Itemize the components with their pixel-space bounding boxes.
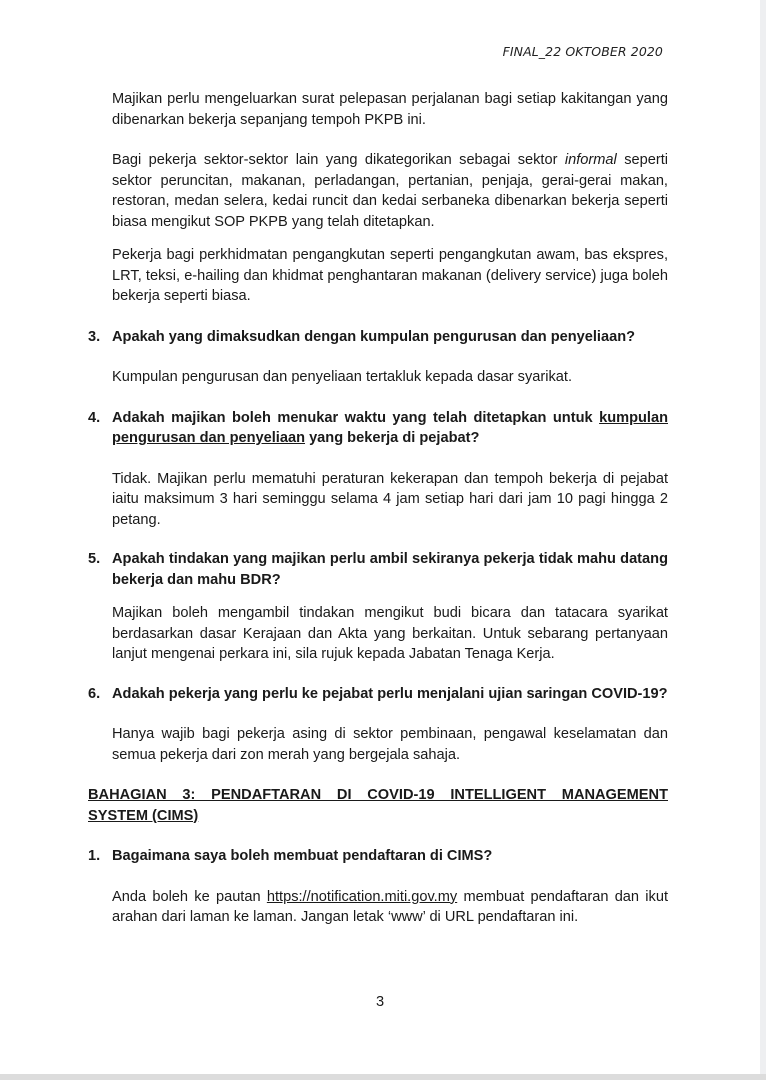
- viewer-bottom-edge: [0, 1074, 766, 1080]
- question-text-part: yang bekerja di pejabat?: [305, 430, 480, 446]
- viewer-right-margin: [760, 0, 766, 1074]
- question-text: Bagaimana saya boleh membuat pendaftaran di CIMS?: [112, 848, 493, 864]
- page-number: 3: [375, 994, 385, 1010]
- question-number: 6.: [88, 685, 101, 702]
- cims-registration-link[interactable]: https://notification.miti.gov.my: [266, 888, 458, 905]
- section-heading-line: SYSTEM (CIMS): [88, 807, 199, 824]
- underlined-term: kumpulan pengurusan dan penyeliaan: [112, 409, 668, 446]
- question-text: [112, 408, 668, 449]
- question-number: 1.: [88, 848, 101, 864]
- question-number: 3.: [88, 328, 101, 345]
- faq-answer-6: Hanya wajib bagi pekerja asing di sektor pembinaan, pengawal keselamatan dan semua pekerja dari zon merah yang bergejala sahaja.: [112, 726, 668, 763]
- document-version-stamp: FINAL_22 OKTOBER 2020: [502, 44, 663, 59]
- question-text: Apakah tindakan yang majikan perlu ambil sekiranya pekerja tidak mahu datang bekerja dan mahu BDR?: [112, 551, 668, 588]
- paragraph-text: Bagi pekerja sektor-sektor lain yang dikategorikan sebagai sektor: [112, 152, 565, 168]
- question-number: 5.: [88, 551, 101, 567]
- question-text-part: Adakah majikan boleh menukar waktu yang telah ditetapkan untuk: [112, 409, 600, 426]
- faq-question-cims-1: [88, 846, 668, 867]
- section-heading-cims: [88, 785, 668, 826]
- paragraph-informal-sector: [112, 150, 668, 232]
- document-body: [88, 89, 668, 928]
- faq-question-3: [88, 327, 668, 348]
- answer-text: membuat pendaftaran dan ikut arahan dari laman ke laman. Jangan letak ‘www’ di URL pendaftaran ini.: [112, 888, 669, 925]
- paragraph-travel-letter: Majikan perlu mengeluarkan surat pelepasan perjalanan bagi setiap kakitangan yang dibenarkan bekerja sepanjang tempoh PKPB ini.: [112, 91, 668, 128]
- question-text: Adakah pekerja yang perlu ke pejabat perlu menjalani ujian saringan COVID-19?: [112, 685, 668, 702]
- faq-question-6: [88, 684, 668, 705]
- paragraph-transport-workers: Pekerja bagi perkhidmatan pengangkutan seperti pengangkutan awam, bas ekspres, LRT, teksi, e-hailing dan khidmat penghantaran makanan (delivery service) juga boleh bekerja seperti biasa.: [112, 247, 668, 304]
- faq-question-5: [88, 549, 668, 590]
- faq-answer-3: Kumpulan pengurusan dan penyeliaan tertakluk kepada dasar syarikat.: [112, 369, 573, 385]
- italic-term: informal: [564, 152, 617, 168]
- faq-answer-4: Tidak. Majikan perlu mematuhi peraturan kekerapan dan tempoh bekerja di pejabat iaitu maksimum 3 hari seminggu selama 4 jam setiap hari dari jam 10 pagi hingga 2 petang.: [112, 470, 668, 528]
- faq-question-4: [88, 408, 668, 449]
- question-text: Apakah yang dimaksudkan dengan kumpulan pengurusan dan penyeliaan?: [112, 328, 636, 345]
- paragraph-text: seperti sektor peruncitan, makanan, perladangan, pertanian, penjaja, gerai-gerai makan, restoran, medan selera, kedai runcit dan kedai serbaneka dibenarkan bekerja seperti biasa mengikut SOP PKPB yang telah ditetapkan.: [112, 152, 668, 230]
- question-number: 4.: [88, 409, 101, 426]
- section-heading-line: BAHAGIAN 3: PENDAFTARAN DI COVID-19 INTELLIGENT MANAGEMENT: [88, 787, 668, 803]
- faq-answer-5: Majikan boleh mengambil tindakan mengikut budi bicara dan tatacara syarikat berdasarkan dasar Kerajaan dan Akta yang berkaitan. Untuk sebarang pertanyaan lanjut mengenai perkara ini, sila rujuk kepada Jabatan Tenaga Kerja.: [112, 605, 668, 662]
- faq-answer-cims-1: [112, 887, 668, 928]
- answer-text: Anda boleh ke pautan: [112, 888, 267, 905]
